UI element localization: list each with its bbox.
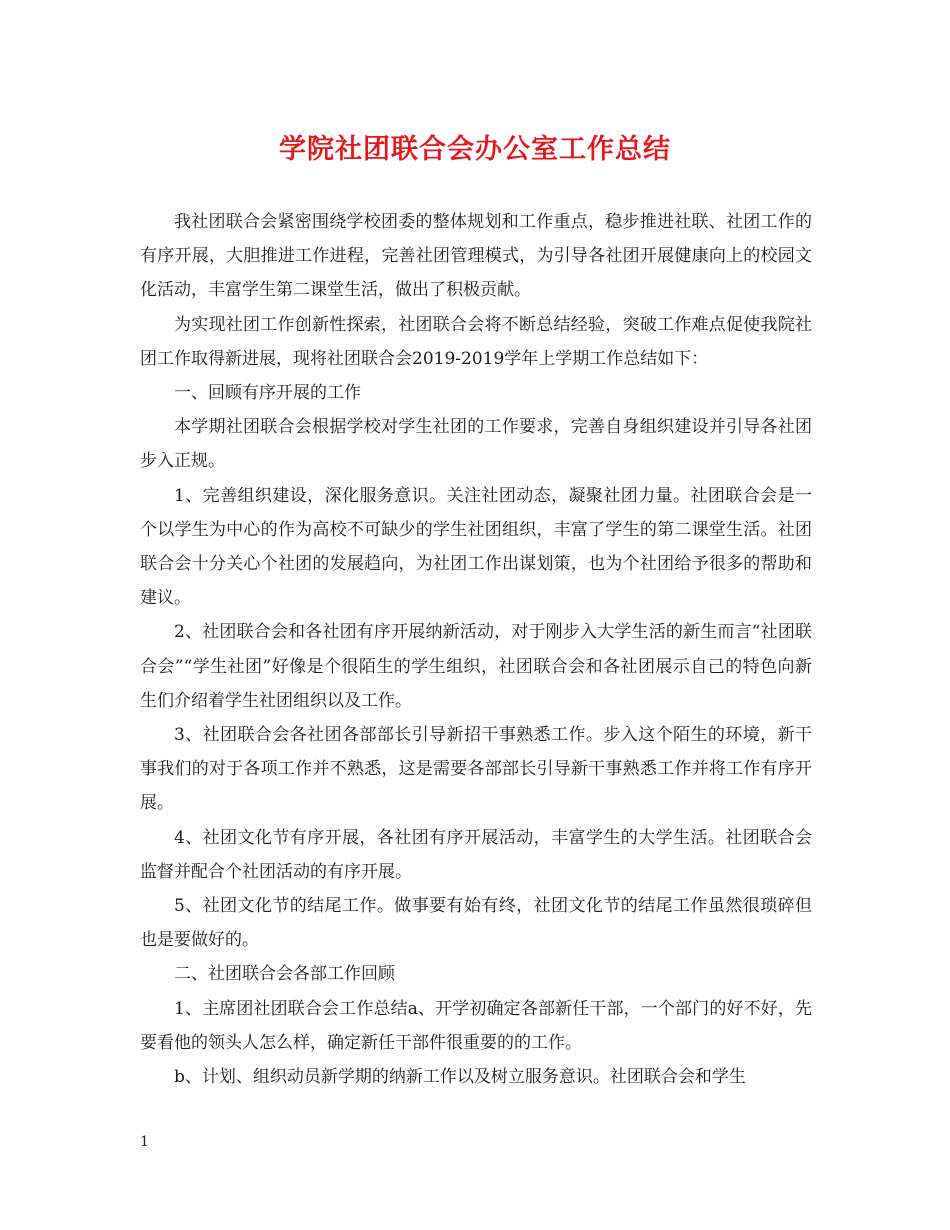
paragraph: 4、社团文化节有序开展，各社团有序开展活动，丰富学生的大学生活。社团联合会监督并配合个社团活动的有序开展。 <box>140 827 812 882</box>
document-title: 学院社团联合会办公室工作总结 <box>279 134 671 165</box>
paragraph: 5、社团文化节的结尾工作。做事要有始有终，社团文化节的结尾工作虽然很琐碎但也是要做好的。 <box>140 896 812 951</box>
page-number: 1 <box>140 1134 149 1150</box>
paragraph: 3、社团联合会各社团各部部长引导新招干事熟悉工作。步入这个陌生的环境，新干事我们的对于各项工作并不熟悉，这是需要各部部长引导新干事熟悉工作并将工作有序开展。 <box>140 725 812 814</box>
paragraph: 我社团联合会紧密围绕学校团委的整体规划和工作重点，稳步推进社联、社团工作的有序开展，大胆推进工作进程，完善社团管理模式，为引导各社团开展健康向上的校园文化活动，丰富学生第二课堂生活，做出了积极贡献。 <box>140 212 812 301</box>
paragraph: 为实现社团工作创新性探索，社团联合会将不断总结经验，突破工作难点促使我院社团工作取得新进展，现将社团联合会2019-2019学年上学期工作总结如下： <box>140 314 812 369</box>
paragraph: 1、主席团社团联合会工作总结a、开学初确定各部新任干部，一个部门的好不好，先要看他的领头人怎么样，确定新任干部件很重要的的工作。 <box>140 998 812 1053</box>
paragraph: 本学期社团联合会根据学校对学生社团的工作要求，完善自身组织建设并引导各社团步入正规。 <box>140 417 812 472</box>
paragraph: b、计划、组织动员新学期的纳新工作以及树立服务意识。社团联合会和学生 <box>174 1067 746 1088</box>
paragraph: 2、社团联合会和各社团有序开展纳新活动，对于刚步入大学生活的新生而言“社团联合会”“学生社团”好像是个很陌生的学生组织，社团联合会和各社团展示自己的特色向新生们介绍着学生社团组织以及工作。 <box>140 622 812 711</box>
section-heading: 二、社团联合会各部工作回顾 <box>174 964 395 985</box>
section-heading: 一、回顾有序开展的工作 <box>174 383 361 404</box>
document-body <box>140 205 812 1094</box>
paragraph: 1、完善组织建设，深化服务意识。关注社团动态，凝聚社团力量。社团联合会是一个以学生为中心的作为高校不可缺少的学生社团组织，丰富了学生的第二课堂生活。社团联合会十分关心个社团的发展趋向，为社团工作出谋划策，也为个社团给予很多的帮助和建议。 <box>140 485 812 609</box>
